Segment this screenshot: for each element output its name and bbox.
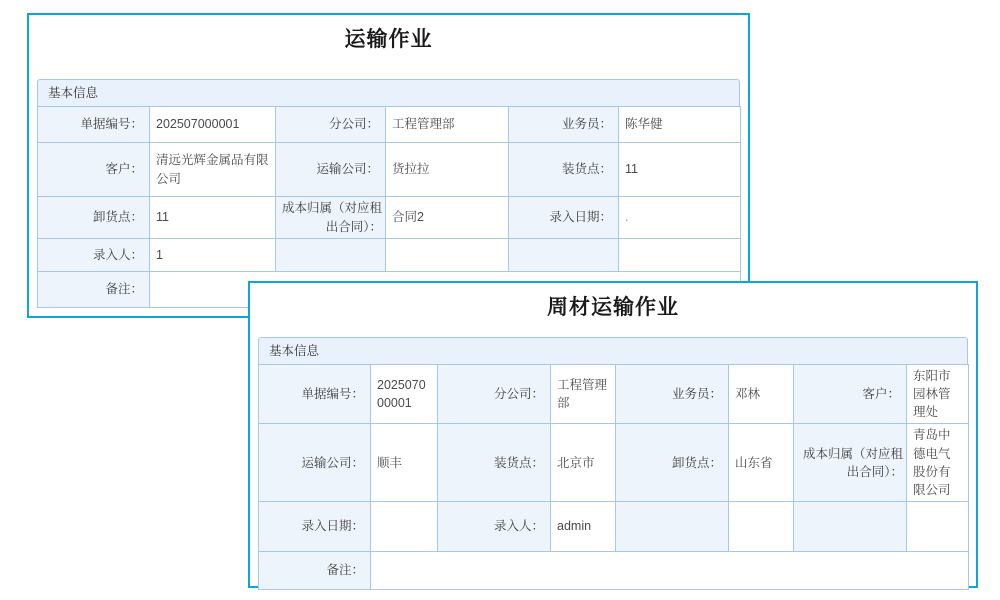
table-row (38, 197, 741, 239)
transport-form-table (37, 106, 741, 308)
salesman-value: 陈华健 (619, 107, 741, 143)
empty-label-cell (794, 501, 907, 551)
table-row (38, 239, 741, 272)
remarks-value (371, 551, 969, 589)
branch-value: 工程管理部 (551, 365, 616, 424)
unloading-point-value: 11 (150, 197, 276, 239)
table-row (38, 107, 741, 143)
cost-belong-label: 成本归属（对应租出合同）： (276, 197, 386, 239)
material-transport-panel-title: 周材运输作业 (547, 296, 679, 319)
cost-belong-value: 合同2 (386, 197, 509, 239)
entry-person-value: admin (551, 501, 616, 551)
cost-belong-label: 成本归属（对应租出合同）： (794, 424, 907, 502)
doc-no-label: 单据编号： (259, 365, 371, 424)
transport-panel-title: 运输作业 (344, 28, 433, 51)
loading-point-value: 11 (619, 143, 741, 197)
entry-person-label: 录入人： (38, 239, 150, 272)
empty-value-cell (619, 239, 741, 272)
empty-value-cell (386, 239, 509, 272)
entry-date-label: 录入日期： (509, 197, 619, 239)
entry-date-label: 录入日期： (259, 501, 371, 551)
branch-value: 工程管理部 (386, 107, 509, 143)
branch-label: 分公司： (438, 365, 551, 424)
table-row (38, 143, 741, 197)
transport-section-header: 基本信息 (37, 79, 740, 106)
empty-value-cell (907, 501, 969, 551)
customer-label: 客户： (794, 365, 907, 424)
unloading-point-label: 卸货点： (38, 197, 150, 239)
customer-value: 清远光辉金属品有限公司 (150, 143, 276, 197)
carrier-label: 运输公司： (259, 424, 371, 502)
empty-value-cell (729, 501, 794, 551)
entry-person-value: 1 (150, 239, 276, 272)
transport-panel (27, 13, 750, 318)
transport-basic-info-section (37, 79, 740, 308)
loading-point-label: 装货点： (509, 143, 619, 197)
table-row (259, 501, 969, 551)
salesman-label: 业务员： (509, 107, 619, 143)
branch-label: 分公司： (276, 107, 386, 143)
cost-belong-value: 青岛中德电气股份有限公司 (907, 424, 969, 502)
carrier-value: 顺丰 (371, 424, 438, 502)
salesman-value: 邓林 (729, 365, 794, 424)
carrier-value: 货拉拉 (386, 143, 509, 197)
loading-point-label: 装货点： (438, 424, 551, 502)
entry-date-value (371, 501, 438, 551)
material-transport-panel (248, 281, 978, 588)
table-row (259, 365, 969, 424)
doc-no-value: 202507000001 (371, 365, 438, 424)
entry-person-label: 录入人： (438, 501, 551, 551)
material-form-table (258, 364, 969, 590)
salesman-label: 业务员： (616, 365, 729, 424)
table-row (259, 551, 969, 589)
remarks-label: 备注： (38, 272, 150, 308)
unloading-point-label: 卸货点： (616, 424, 729, 502)
carrier-label: 运输公司： (276, 143, 386, 197)
material-basic-info-section (258, 337, 968, 590)
remarks-label: 备注： (259, 551, 371, 589)
loading-point-value: 北京市 (551, 424, 616, 502)
unloading-point-value: 山东省 (729, 424, 794, 502)
empty-label-cell (276, 239, 386, 272)
customer-value: 东阳市园林管理处 (907, 365, 969, 424)
empty-label-cell (509, 239, 619, 272)
customer-label: 客户： (38, 143, 150, 197)
entry-date-value: . (619, 197, 741, 239)
material-section-header: 基本信息 (258, 337, 968, 364)
doc-no-label: 单据编号： (38, 107, 150, 143)
table-row (259, 424, 969, 502)
empty-label-cell (616, 501, 729, 551)
doc-no-value: 202507000001 (150, 107, 276, 143)
